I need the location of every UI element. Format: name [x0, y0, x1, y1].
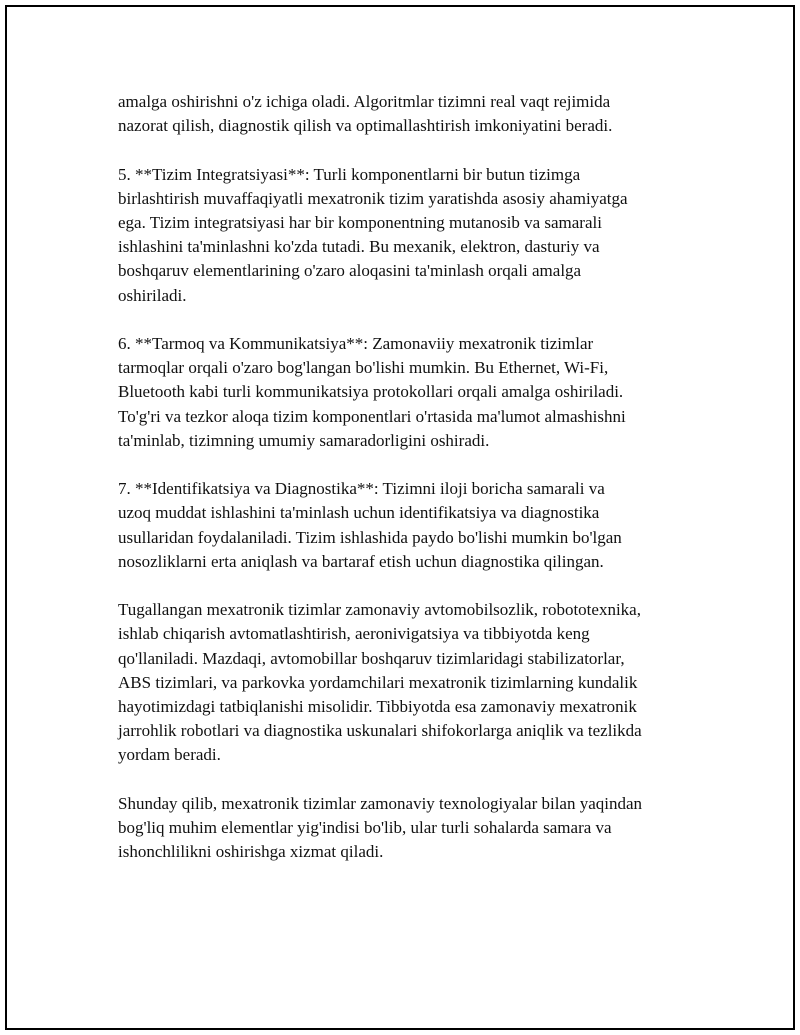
document-body [118, 90, 718, 889]
paragraph-algorithms-continuation: amalga oshirishni o'z ichiga oladi. Algoritmlar tizimni real vaqt rejimida nazorat qilish, diagnostik qilish va optimallashtirish imkoniyatini beradi. [118, 92, 613, 136]
paragraph-system-integration: 5. **Tizim Integratsiyasi**: Turli komponentlarni bir butun tizimga birlashtirish muvaffaqiyatli mexatronik tizim yaratishda asosiy ahamiyatga ega. Tizim integratsiyasi har bir komponentning mutanosib va samarali ishlashini ta'minlashni ko'zda tutadi. Bu mexanik, elektron, dasturiy va boshqaruv elementlarining o'zaro aloqasini ta'minlash orqali amalga oshiriladi. [118, 164, 628, 305]
paragraph-identification-diagnostics: 7. **Identifikatsiya va Diagnostika**: Tizimni iloji boricha samarali va uzoq muddat ishlashini ta'minlash uchun identifikatsiya va diagnostika usullaridan foydalaniladi. Tizim ishlashida paydo bo'lishi mumkin bo'lgan nosozliklarni erta aniqlash va bartaraf etish uchun diagnostika qilingan. [118, 479, 622, 571]
paragraph-network-communication: 6. **Tarmoq va Kommunikatsiya**: Zamonaviiy mexatronik tizimlar tarmoqlar orqali o'zaro bog'langan bo'lishi mumkin. Bu Ethernet, Wi-Fi, Bluetooth kabi turli kommunikatsiya protokollari orqali amalga oshiriladi. To'g'ri va tezkor aloqa tizim komponentlari o'rtasida ma'lumot almashishni ta'minlab, tizimning umumiy samaradorligini oshiradi. [118, 334, 626, 450]
paragraph-applications: Tugallangan mexatronik tizimlar zamonaviy avtomobilsozlik, robototexnika, ishlab chiqarish avtomatlashtirish, aeronivigatsiya va tibbiyotda keng qo'llaniladi. Mazdaqi, avtomobillar boshqaruv tizimlaridagi stabilizatorlar, ABS tizimlari, va parkovka yordamchilari mexatronik tizimlarning kundalik hayotimizdagi tatbiqlanishi misolidir. Tibbiyotda esa zamonaviy mexatronik jarrohlik robotlari va diagnostika uskunalari shifokorlarga aniqlik va tezlikda yordam beradi. [118, 600, 642, 765]
paragraph-conclusion: Shunday qilib, mexatronik tizimlar zamonaviy texnologiyalar bilan yaqindan bog'liq muhim elementlar yig'indisi bo'lib, ular turli sohalarda samara va ishonchlilikni oshirishga xizmat qiladi. [118, 793, 643, 862]
